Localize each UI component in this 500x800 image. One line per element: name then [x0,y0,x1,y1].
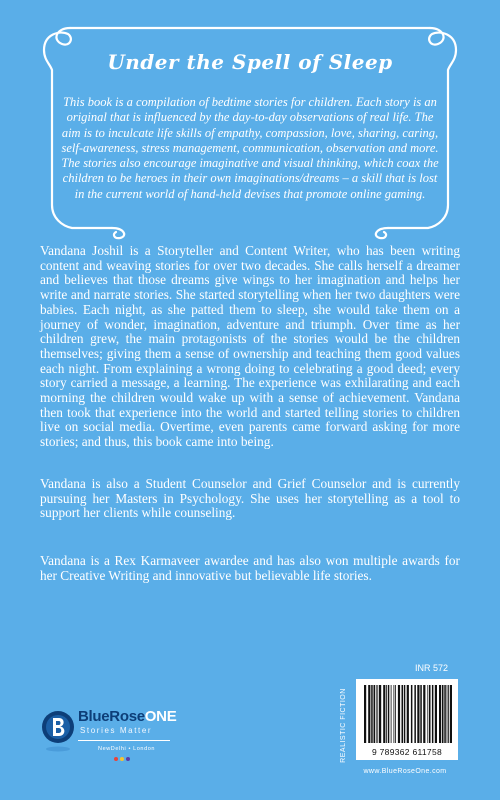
publisher-tagline: Stories Matter [80,726,153,735]
barcode-bar [423,685,425,743]
barcode-bar [450,685,452,743]
publisher-website: www.BlueRoseOne.com [363,768,447,775]
barcode-bar [414,685,416,743]
barcode-bar [411,685,413,743]
barcode-bar [371,685,373,743]
author-bio-paragraph: Vandana Joshil is a Storyteller and Content Writer, who has been writing content and weaving stories for over two decades. She calls herself a dreamer and believes that those dreams give wings to her imagination and helps her write and narrate stories. She started storytelling when her two daughters were babies. Each night, as she patted them to sleep, she would take them on a journey of wonder, imagination, adventure and triumph. Over time as her children grew, the main protagonists of the stories would be the children themselves; giving them a sense of ownership and teaching them good values each night. From explaining a wrong doing to celebrating a good deed; every story carried a message, a learning. The experience was exhilarating and each morning the children would wake up with a sense of achievement. Vandana then took that experience into the world and started telling stories to children live on social media. Overtime, even parents came forward asking for more stories; and thus, this book came into being. [40,243,460,450]
barcode-bar [420,685,422,743]
barcode-bar [364,685,366,743]
barcode-bar [388,685,390,743]
barcode-bar [439,685,441,743]
barcode-bar [374,685,376,743]
barcode-bar [448,685,449,743]
barcode-bar [386,685,387,743]
isbn-barcode [356,679,458,760]
author-bio-paragraph: Vandana is a Rex Karmaveer awardee and has also won multiple awards for her Creative Writing and innovative but believable life stories. [40,553,460,583]
logo-divider [78,740,170,741]
price-label: INR 572 [415,663,449,673]
decorative-dots-icon [113,756,133,762]
publisher-cities: NewDelhi • London [98,746,156,752]
barcode-bar [407,685,409,743]
barcode-bar [404,685,406,743]
book-title: Under the Spell of Sleep [107,50,393,74]
barcode-bar [429,685,431,743]
barcode-bar [376,685,377,743]
barcode-bar [432,685,434,743]
barcode-bar [368,685,370,743]
barcode-bar [395,685,396,743]
barcode-bar [398,685,400,743]
barcode-bar [427,685,428,743]
barcode-bar [379,685,381,743]
genre-label: REALISTIC FICTION [339,687,347,763]
book-blurb: This book is a compilation of bedtime stories for children. Each story is an original that is influenced by the day-to-day observations of real life. The aim is to inculcate life skills of empathy, compassion, love, sharing, caring, self-awareness, stress management, communication, observation and more. The stories also encourage imaginative and visual thinking, which coax the children to be heroes in their own imaginations/dreams – a skill that is lost in the current world of hand-held devises that promote online gaming. [61,95,439,201]
barcode-bar [435,685,437,743]
author-bio-paragraph: Vandana is also a Student Counselor and Grief Counselor and is currently pursuing her Masters in Psychology. She uses her storytelling as a tool to support her clients while counseling. [40,476,460,521]
barcode-bar [444,685,446,743]
barcode-bar [391,685,392,743]
barcode-bar [383,685,385,743]
bluerose-b-logo-icon [40,705,76,755]
barcode-bar [442,685,444,743]
barcode-bar [394,685,395,743]
barcode-bar [417,685,419,743]
isbn-number: 9 789362 611758 [371,747,443,757]
barcode-bar [447,685,448,743]
barcode-bar [402,685,404,743]
barcode-graphic [356,679,458,747]
barcode-bar [377,685,378,743]
publisher-logo-name: BlueRoseONE [78,708,177,725]
